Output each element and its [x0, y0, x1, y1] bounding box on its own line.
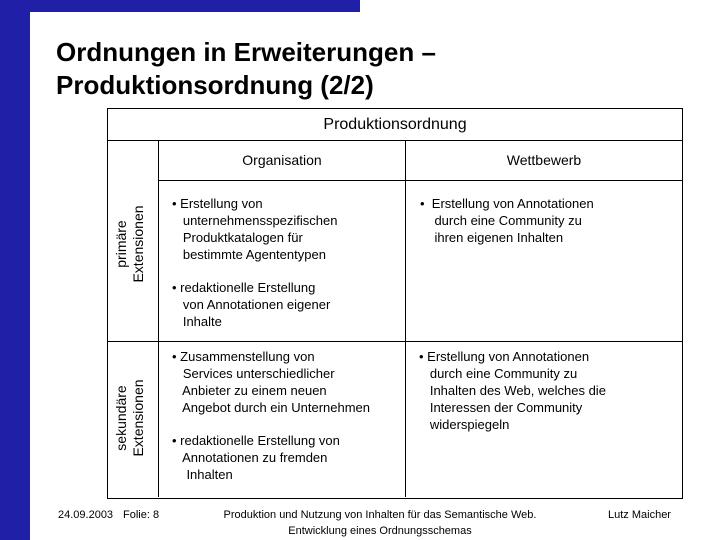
header-divider [158, 180, 682, 181]
row-label-primary-line-1: primäre [113, 220, 129, 268]
cell-primary-organisation-item-2: • redaktionelle Erstellung von Annotationen eigener Inhalte [172, 280, 331, 329]
footer-center-line-2: Entwicklung eines Ordnungsschemas [288, 525, 472, 537]
footer-slide-number: Folie: 8 [123, 509, 160, 521]
accent-bar-left [0, 0, 30, 540]
slide-title [56, 36, 436, 102]
col-header-wettbewerb: Wettbewerb [506, 152, 582, 168]
footer-date: 24.09.2003 [58, 509, 114, 521]
row-label-secondary-line-2: Extensionen [130, 379, 146, 457]
rowlabel-divider [158, 140, 159, 497]
slide-title-line-2: Produktionsordnung (2/2) [56, 70, 374, 100]
slide-title-line-1: Ordnungen in Erweiterungen – [56, 37, 436, 67]
cell-secondary-wettbewerb-item-1: • Erstellung von Annotationen durch eine Community zu Inhalten des Web, welches die Interessen der Community widerspiegeln [419, 349, 606, 432]
cell-primary-wettbewerb-item-1: • Erstellung von Annotationen durch eine Community zu ihren eigenen Inhalten [420, 196, 594, 245]
accent-bar-top [0, 0, 360, 12]
cell-primary-organisation-item-1: • Erstellung von unternehmensspezifischen Produktkatalogen für bestimmte Agententypen [172, 196, 338, 262]
row-label-secondary-line-1: sekundäre [113, 385, 129, 451]
row-label-primary-line-2: Extensionen [130, 205, 146, 283]
row-label-primary [113, 174, 153, 314]
col-header-organisation: Organisation [242, 152, 322, 168]
cell-secondary-organisation-item-1: • Zusammenstellung von Services unterschiedlicher Anbieter zu einem neuen Angebot durch ein Unternehmen [172, 349, 371, 415]
row-label-secondary [113, 348, 153, 488]
row-divider [108, 341, 682, 342]
table-caption: Produktionsordnung [323, 116, 467, 133]
caption-divider [108, 140, 682, 141]
cell-secondary-organisation-item-2: • redaktionelle Erstellung von Annotationen zu fremden Inhalten [172, 433, 340, 482]
footer-author: Lutz Maicher [608, 509, 671, 521]
footer-center [180, 507, 580, 539]
column-divider [405, 140, 406, 497]
footer-center-line-1: Produktion und Nutzung von Inhalten für das Semantische Web. [223, 509, 537, 521]
